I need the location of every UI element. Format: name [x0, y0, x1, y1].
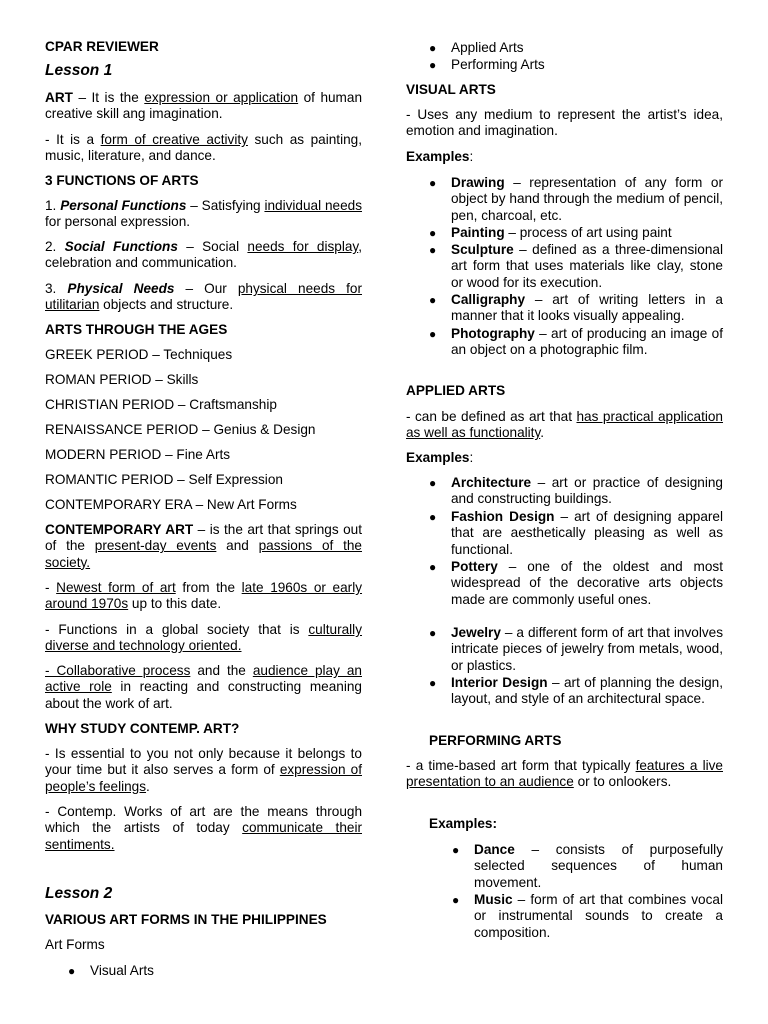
list-item: ● Photography – art of producing an image of an object on a photographic film.: [429, 326, 723, 358]
bullet-icon: ●: [429, 327, 437, 341]
examples-label: Examples:: [406, 450, 474, 465]
bullet-icon: ●: [429, 243, 437, 257]
why-note-1: - Is essential to you not only because it belongs to your time but it also serves a form of expression of people’s feelings.: [45, 746, 362, 794]
age-item: CHRISTIAN PERIOD – Craftsmanship: [45, 397, 277, 412]
various-heading: VARIOUS ART FORMS IN THE PHILIPPINES: [45, 912, 327, 927]
list-item: ● Painting – process of art using paint: [429, 225, 672, 240]
bullet-icon: ●: [452, 843, 460, 857]
bullet-icon: ●: [68, 964, 76, 978]
lesson-2-heading: Lesson 2: [45, 885, 113, 902]
age-item: ROMAN PERIOD – Skills: [45, 372, 199, 387]
function-social: 2. Social Functions – Social needs for display, celebration and communication.: [45, 239, 363, 271]
function-personal: 1. Personal Functions – Satisfying individual needs for personal expression.: [45, 198, 362, 230]
visual-arts-heading: VISUAL ARTS: [406, 82, 496, 97]
list-item: ● Visual Arts: [68, 963, 154, 978]
age-item: MODERN PERIOD – Fine Arts: [45, 447, 231, 462]
list-item: ● Jewelry – a different form of art that involves intricate pieces of jewelry from metals, wood, or plastics.: [429, 625, 723, 673]
bullet-icon: ●: [429, 41, 437, 55]
age-item: ROMANTIC PERIOD – Self Expression: [45, 472, 283, 487]
bullet-icon: ●: [429, 676, 437, 690]
global-society-note: - Functions in a global society that is culturally diverse and technology oriented.: [45, 622, 362, 654]
functions-heading: 3 FUNCTIONS OF ARTS: [45, 173, 199, 188]
visual-arts-definition: - Uses any medium to represent the artist’s idea, emotion and imagination.: [406, 107, 723, 139]
list-item: ● Applied Arts: [429, 40, 524, 55]
newest-form-note: - Newest form of art from the late 1960s or early around 1970s up to this date.: [45, 580, 363, 612]
list-item: ● Music – form of art that combines vocal or instrumental sounds to create a composition.: [452, 892, 723, 940]
bullet-icon: ●: [429, 293, 437, 307]
list-item: ● Performing Arts: [429, 57, 545, 72]
examples-label: Examples:: [429, 816, 498, 831]
bullet-icon: ●: [429, 476, 437, 490]
bullet-icon: ●: [452, 893, 460, 907]
applied-arts-heading: APPLIED ARTS: [406, 383, 506, 398]
bullet-icon: ●: [429, 226, 437, 240]
why-heading: WHY STUDY CONTEMP. ART?: [45, 721, 240, 736]
list-item: ● Drawing – representation of any form or object by hand through the medium of pencil, pen, charcoal, etc.: [429, 175, 723, 223]
bullet-icon: ●: [429, 510, 437, 524]
bullet-icon: ●: [429, 176, 437, 190]
bullet-icon: ●: [429, 58, 437, 72]
collaborative-note: - Collaborative process and the audience play an active role in reacting and constructing meaning about the work of art.: [45, 663, 362, 711]
list-item: ● Pottery – one of the oldest and most widespread of the decorative arts objects made are commonly useful ones.: [429, 559, 723, 607]
art-forms-label: Art Forms: [45, 937, 105, 952]
ages-heading: ARTS THROUGH THE AGES: [45, 322, 228, 337]
lesson-1-heading: Lesson 1: [45, 62, 113, 79]
age-item: RENAISSANCE PERIOD – Genius & Design: [45, 422, 316, 437]
why-note-2: - Contemp. Works of art are the means through which the artists of today communicate their sentiments.: [45, 804, 362, 852]
art-definition: ART – It is the expression or application of human creative skill ang imagination.: [45, 90, 363, 122]
performing-arts-heading: PERFORMING ARTS: [429, 733, 562, 748]
performing-arts-definition: - a time-based art form that typically features a live presentation to an audience or to onlookers.: [406, 758, 723, 790]
list-item: ● Architecture – art or practice of designing and constructing buildings.: [429, 475, 723, 507]
bullet-icon: ●: [429, 626, 437, 640]
examples-label: Examples:: [406, 149, 474, 164]
list-item: ● Sculpture – defined as a three-dimensional art form that uses materials like clay, stone or wood for its execution.: [429, 242, 723, 290]
applied-arts-definition: - can be defined as art that has practical application as well as functionality.: [406, 409, 723, 441]
age-item: GREEK PERIOD – Techniques: [45, 347, 233, 362]
list-item: ● Calligraphy – art of writing letters in a manner that it looks visually appealing.: [429, 292, 723, 324]
list-item: ● Interior Design – art of planning the design, layout, and style of an architectural space.: [429, 675, 723, 707]
list-item: ● Dance – consists of purposefully selected sequences of human movement.: [452, 842, 723, 890]
function-physical: 3. Physical Needs – Our physical needs for utilitarian objects and structure.: [45, 281, 362, 313]
art-form-definition: - It is a form of creative activity such as painting, music, literature, and dance.: [45, 132, 363, 164]
bullet-icon: ●: [429, 560, 437, 574]
age-item: CONTEMPORARY ERA – New Art Forms: [45, 497, 297, 512]
contemporary-art-definition: CONTEMPORARY ART – is the art that springs out of the present-day events and passions of the society.: [45, 522, 362, 570]
list-item: ● Fashion Design – art of designing apparel that are aesthetically pleasing as well as functional.: [429, 509, 723, 557]
document-title: CPAR REVIEWER: [45, 39, 159, 54]
